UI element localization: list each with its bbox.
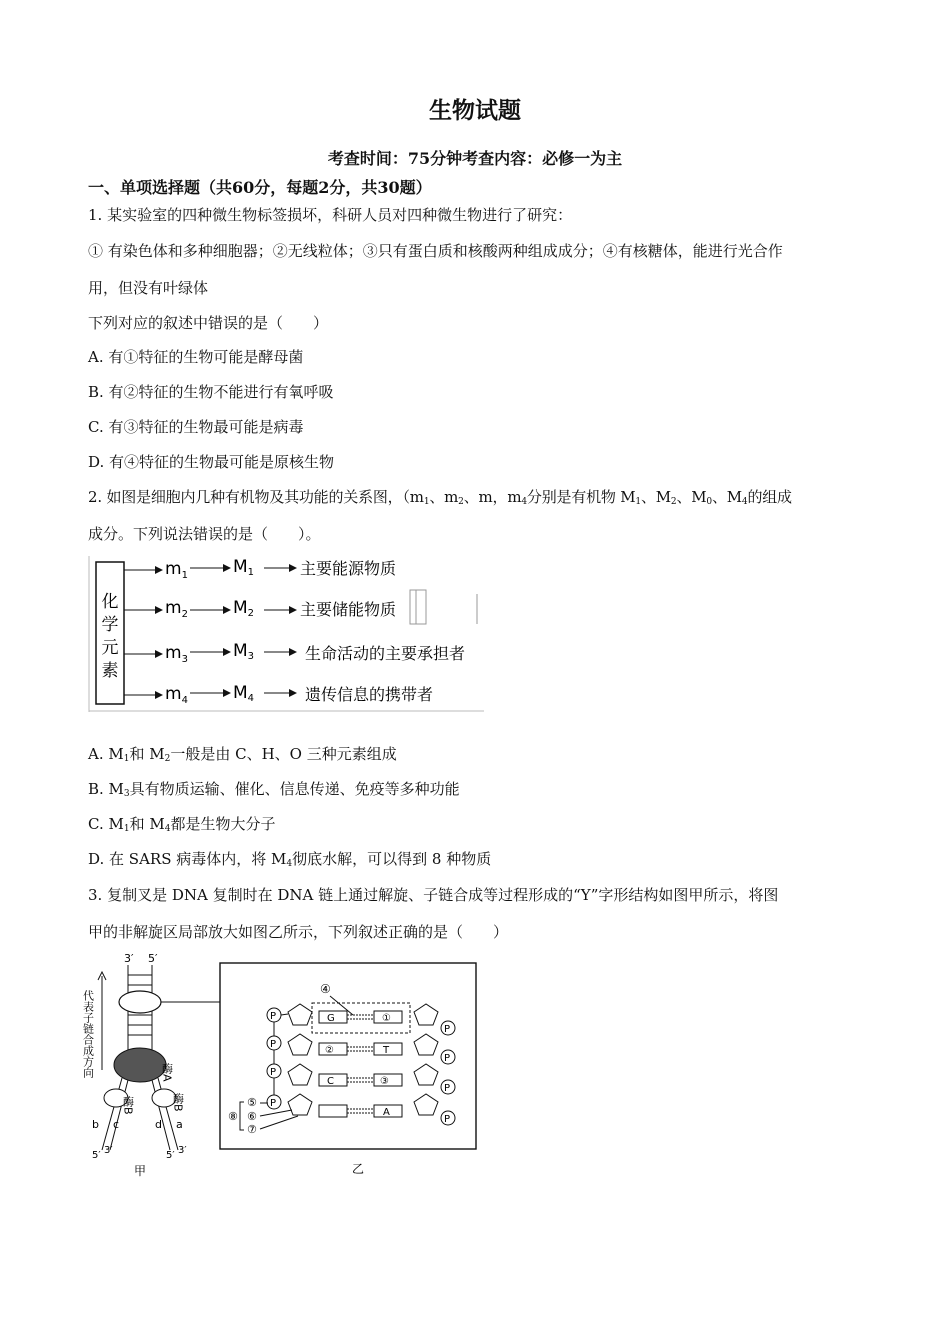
svg-text:b: b — [92, 1118, 99, 1131]
svg-text:P: P — [444, 1053, 451, 1064]
function-label: 主要能源物质 — [300, 559, 397, 578]
q1-features-line1: ① 有染色体和多种细胞器；②无线粒体；③只有蛋白质和核酸两种组成成分；④有核糖体，能进行光合作 — [88, 242, 783, 260]
q2-option-c: C. $M_1$和 $M_4$都是生物大分子 — [88, 815, 276, 834]
section-heading: 一、单项选择题（共60分，每题2分，共30题） — [88, 178, 432, 197]
svg-text:G: G — [327, 1013, 335, 1024]
svg-text:酶B: 酶B — [121, 1096, 135, 1115]
q3-stem-line2: 甲的非解旋区局部放大如图乙所示，下列叙述正确的是（ ） — [88, 923, 509, 941]
row-1 — [124, 557, 396, 581]
svg-text:A: A — [383, 1107, 390, 1118]
svg-text:5′: 5′ — [92, 1150, 101, 1161]
figure-label: 乙 — [352, 1162, 365, 1176]
svg-text:酶B: 酶B — [171, 1093, 185, 1112]
svg-text:⑥: ⑥ — [247, 1110, 257, 1123]
pair-row-3 — [267, 1064, 455, 1094]
row-2 — [124, 590, 477, 624]
svg-text:⑤: ⑤ — [247, 1096, 257, 1109]
q1-option-b: B. 有②特征的生物不能进行有氧呼吸 — [88, 383, 334, 401]
svg-text:m4: $m_4$ — [165, 684, 188, 706]
function-label: 生命活动的主要承担者 — [305, 644, 466, 663]
svg-text:m1: $m_1$ — [165, 559, 188, 581]
q1-stem: 1. 某实验室的四种微生物标签损坏，科研人员对四种微生物进行了研究： — [88, 206, 573, 224]
function-label: 主要储能物质 — [300, 600, 397, 619]
svg-text:代表子链合成方向: 代表子链合成方向 — [81, 990, 95, 1078]
svg-text:P: P — [444, 1114, 451, 1125]
svg-text:a: a — [176, 1118, 183, 1131]
svg-text:P: P — [270, 1011, 277, 1022]
page-title: 生物试题 — [429, 98, 521, 124]
svg-text:P: P — [270, 1039, 277, 1050]
svg-text:酶A: 酶A — [160, 1063, 174, 1082]
svg-text:3′: 3′ — [124, 952, 134, 965]
q2-option-a: A. $M_1$和 $M_2$一般是由 C、H、O 三种元素组成 — [88, 745, 397, 764]
pair-row-1 — [267, 1004, 455, 1035]
row-3 — [124, 641, 465, 665]
pair-row-2 — [267, 1034, 455, 1064]
q2-stem-line2: 成分。下列说法错误的是（ ）。 — [88, 525, 321, 543]
svg-text:⑧: ⑧ — [228, 1110, 238, 1123]
svg-text:M4: M4 — [233, 683, 255, 704]
box-label-char: 素 — [101, 661, 119, 681]
svg-text:⑦: ⑦ — [247, 1123, 257, 1136]
svg-text:M2: M2 — [233, 598, 255, 619]
svg-text:m3: $m_3$ — [165, 643, 188, 665]
svg-text:T: T — [383, 1045, 390, 1056]
svg-text:C: C — [327, 1076, 334, 1087]
svg-text:M1: M1 — [233, 557, 255, 578]
q1-option-a: A. 有①特征的生物可能是酵母菌 — [88, 348, 304, 366]
organic-matter-diagram — [88, 552, 488, 714]
svg-text:d: d — [155, 1118, 162, 1131]
figure-label: 甲 — [134, 1164, 147, 1178]
q2-option-b: B. $M_3$具有物质运输、催化、信息传递、免疫等多种功能 — [88, 780, 460, 799]
svg-text:①: ① — [382, 1013, 391, 1024]
svg-text:c: c — [113, 1118, 120, 1131]
svg-text:P: P — [270, 1098, 277, 1109]
box-label-char: 化 — [101, 592, 119, 612]
svg-text:m2: $m_2$ — [165, 598, 188, 620]
row-4 — [124, 683, 433, 706]
q1-prompt: 下列对应的叙述中错误的是（ ） — [88, 314, 329, 332]
svg-text:②: ② — [325, 1045, 334, 1056]
function-label: 遗传信息的携带者 — [305, 685, 434, 704]
q1-option-d: D. 有④特征的生物最可能是原核生物 — [88, 453, 335, 471]
svg-text:③: ③ — [380, 1076, 389, 1087]
pair-row-4 — [267, 1094, 455, 1125]
svg-text:5′: 5′ — [166, 1150, 175, 1161]
svg-text:P: P — [444, 1083, 451, 1094]
replication-fork-figure — [80, 950, 220, 1180]
svg-text:5′: 5′ — [148, 952, 158, 965]
dna-detail-figure — [218, 960, 480, 1180]
q2-option-d: D. 在 SARS 病毒体内，将 $M_4$彻底水解，可以得到 8 种物质 — [88, 850, 492, 869]
svg-text:P: P — [270, 1067, 277, 1078]
svg-text:④: ④ — [320, 982, 331, 996]
svg-text:3′: 3′ — [104, 1145, 113, 1156]
q2-stem: 2. 如图是细胞内几种有机物及其功能的关系图，（$m_1$、$m_2$、m，$m_4$分别是有机物 $M_1$、$M_2$、$M_0$、$M_4$的组成 — [88, 488, 792, 507]
svg-text:3′: 3′ — [178, 1145, 187, 1156]
enzyme-a-shape — [114, 1048, 166, 1082]
box-label-char: 元 — [101, 638, 119, 658]
exam-info: 考查时间：75分钟考查内容：必修一为主 — [327, 149, 623, 168]
box-label-char: 学 — [101, 615, 119, 635]
svg-text:P: P — [444, 1024, 451, 1035]
q3-stem-line1: 3. 复制叉是 DNA 复制时在 DNA 链上通过解旋、子链合成等过程形成的“Y”字形结构如图甲所示，将图 — [88, 886, 779, 904]
q1-option-c: C. 有③特征的生物最可能是病毒 — [88, 418, 304, 436]
q1-features-line2: 用，但没有叶绿体 — [88, 279, 209, 297]
svg-text:M3: M3 — [233, 641, 255, 662]
